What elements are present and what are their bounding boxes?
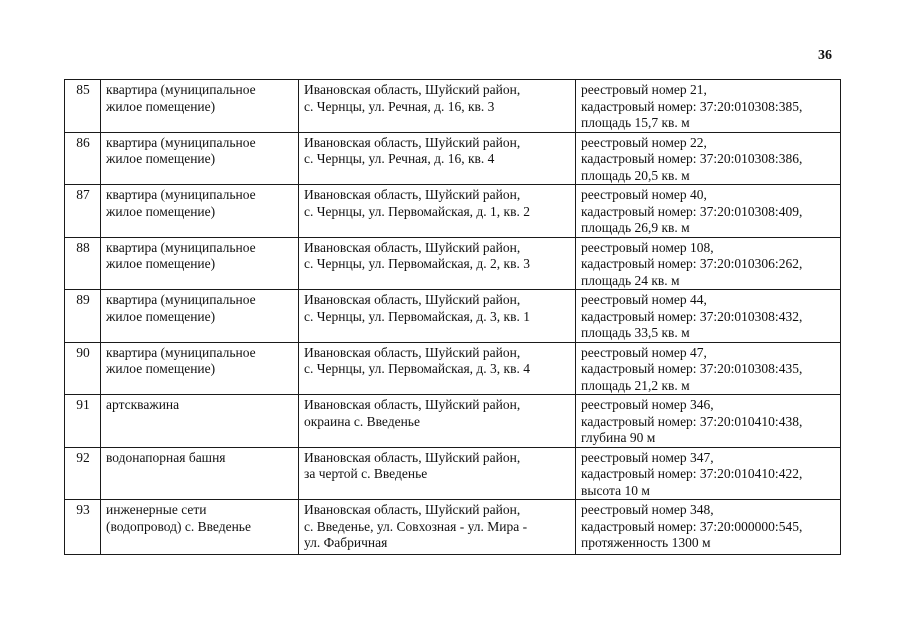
address-cell — [299, 342, 576, 395]
row-number-cell: 93 — [65, 500, 101, 555]
registry-info-line: площадь 26,9 кв. м — [581, 220, 690, 235]
row-number-cell: 87 — [65, 185, 101, 238]
registry-info-line: кадастровый номер: 37:20:010308:386, — [581, 151, 803, 166]
registry-info-line: кадастровый номер: 37:20:010308:432, — [581, 308, 803, 324]
registry-info-line: реестровый номер 22, — [581, 134, 707, 150]
object-name-line: квартира (муниципальное — [106, 187, 256, 202]
property-registry-table — [64, 79, 841, 555]
row-number-cell: 89 — [65, 290, 101, 343]
address-line: окраина с. Введенье — [304, 413, 420, 429]
registry-info-line: реестровый номер 348, — [581, 502, 714, 517]
row-number-cell: 88 — [65, 237, 101, 290]
registry-info-cell — [576, 500, 841, 555]
registry-info-line: кадастровый номер: 37:20:010308:385, — [581, 98, 803, 114]
object-name-line: (водопровод) с. Введенье — [106, 518, 251, 534]
address-line: Ивановская область, Шуйский район, — [304, 134, 521, 150]
table-row — [65, 500, 841, 555]
registry-info-line: кадастровый номер: 37:20:000000:545, — [581, 518, 803, 534]
address-line: с. Чернцы, ул. Первомайская, д. 1, кв. 2 — [304, 203, 530, 219]
object-name-line: жилое помещение) — [106, 151, 216, 166]
object-name-cell — [101, 290, 299, 343]
registry-info-cell — [576, 447, 841, 500]
address-cell — [299, 447, 576, 500]
table-row — [65, 290, 841, 343]
address-cell — [299, 185, 576, 238]
address-cell — [299, 290, 576, 343]
registry-info-cell — [576, 290, 841, 343]
registry-info-line: кадастровый номер: 37:20:010410:438, — [581, 413, 803, 429]
object-name-line: артскважина — [106, 397, 180, 412]
object-name-line: жилое помещение) — [106, 308, 216, 324]
row-number-cell: 90 — [65, 342, 101, 395]
object-name-cell — [101, 185, 299, 238]
address-line: Ивановская область, Шуйский район, — [304, 502, 521, 517]
object-name-cell — [101, 500, 299, 555]
table-row — [65, 185, 841, 238]
registry-info-line: реестровый номер 47, — [581, 344, 707, 360]
address-line: Ивановская область, Шуйский район, — [304, 344, 521, 360]
registry-info-line: площадь 33,5 кв. м — [581, 325, 690, 340]
object-name-line: жилое помещение) — [106, 203, 216, 219]
page-number: 36 — [818, 48, 832, 63]
registry-info-line: реестровый номер 21, — [581, 82, 707, 97]
registry-info-cell — [576, 237, 841, 290]
address-line: Ивановская область, Шуйский район, — [304, 397, 521, 412]
address-line: за чертой с. Введенье — [304, 466, 428, 481]
table-row — [65, 342, 841, 395]
registry-info-line: реестровый номер 40, — [581, 187, 707, 202]
row-number-cell: 91 — [65, 395, 101, 448]
object-name-cell — [101, 237, 299, 290]
address-line: ул. Фабричная — [304, 535, 388, 550]
object-name-line: квартира (муниципальное — [106, 239, 256, 255]
row-number-cell: 85 — [65, 80, 101, 133]
registry-info-line: реестровый номер 347, — [581, 449, 714, 465]
registry-info-line: кадастровый номер: 37:20:010306:262, — [581, 256, 803, 271]
address-cell — [299, 395, 576, 448]
address-cell — [299, 500, 576, 555]
row-number-cell: 86 — [65, 132, 101, 185]
address-cell — [299, 237, 576, 290]
registry-info-line: кадастровый номер: 37:20:010410:422, — [581, 466, 803, 481]
object-name-line: жилое помещение) — [106, 361, 216, 376]
address-line: Ивановская область, Шуйский район, — [304, 449, 521, 465]
address-line: с. Чернцы, ул. Первомайская, д. 3, кв. 4 — [304, 361, 530, 376]
object-name-cell — [101, 342, 299, 395]
address-cell — [299, 80, 576, 133]
address-line: с. Чернцы, ул. Речная, д. 16, кв. 3 — [304, 98, 495, 114]
table-row — [65, 237, 841, 290]
address-cell — [299, 132, 576, 185]
object-name-cell — [101, 395, 299, 448]
registry-info-line: глубина 90 м — [581, 430, 656, 445]
table-row — [65, 80, 841, 133]
table-row — [65, 132, 841, 185]
registry-info-line: кадастровый номер: 37:20:010308:409, — [581, 203, 803, 219]
object-name-line: квартира (муниципальное — [106, 82, 256, 97]
registry-info-line: площадь 21,2 кв. м — [581, 377, 690, 393]
table-row — [65, 447, 841, 500]
registry-info-line: реестровый номер 44, — [581, 292, 707, 307]
address-line: Ивановская область, Шуйский район, — [304, 82, 521, 97]
registry-info-cell — [576, 80, 841, 133]
address-line: с. Чернцы, ул. Первомайская, д. 2, кв. 3 — [304, 256, 530, 271]
object-name-cell — [101, 447, 299, 500]
address-line: Ивановская область, Шуйский район, — [304, 239, 521, 255]
address-line: Ивановская область, Шуйский район, — [304, 292, 521, 307]
registry-info-cell — [576, 395, 841, 448]
object-name-cell — [101, 132, 299, 185]
address-line: с. Чернцы, ул. Речная, д. 16, кв. 4 — [304, 151, 495, 166]
object-name-line: водонапорная башня — [106, 449, 226, 465]
object-name-line: жилое помещение) — [106, 256, 216, 271]
registry-info-cell — [576, 132, 841, 185]
address-line: с. Введенье, ул. Совхозная - ул. Мира - — [304, 518, 528, 534]
registry-info-line: площадь 15,7 кв. м — [581, 115, 690, 130]
object-name-line: квартира (муниципальное — [106, 344, 256, 360]
object-name-line: квартира (муниципальное — [106, 134, 256, 150]
registry-info-line: реестровый номер 346, — [581, 397, 714, 412]
registry-info-line: площадь 24 кв. м — [581, 272, 680, 288]
registry-info-line: протяженность 1300 м — [581, 535, 711, 550]
registry-info-cell — [576, 185, 841, 238]
registry-info-line: реестровый номер 108, — [581, 239, 714, 255]
object-name-line: инженерные сети — [106, 502, 207, 517]
row-number-cell: 92 — [65, 447, 101, 500]
object-name-line: жилое помещение) — [106, 98, 216, 114]
registry-info-line: площадь 20,5 кв. м — [581, 167, 690, 183]
registry-info-line: кадастровый номер: 37:20:010308:435, — [581, 361, 803, 376]
object-name-cell — [101, 80, 299, 133]
object-name-line: квартира (муниципальное — [106, 292, 256, 307]
address-line: Ивановская область, Шуйский район, — [304, 187, 521, 202]
registry-info-cell — [576, 342, 841, 395]
address-line: с. Чернцы, ул. Первомайская, д. 3, кв. 1 — [304, 308, 530, 324]
table-row — [65, 395, 841, 448]
registry-info-line: высота 10 м — [581, 482, 650, 498]
